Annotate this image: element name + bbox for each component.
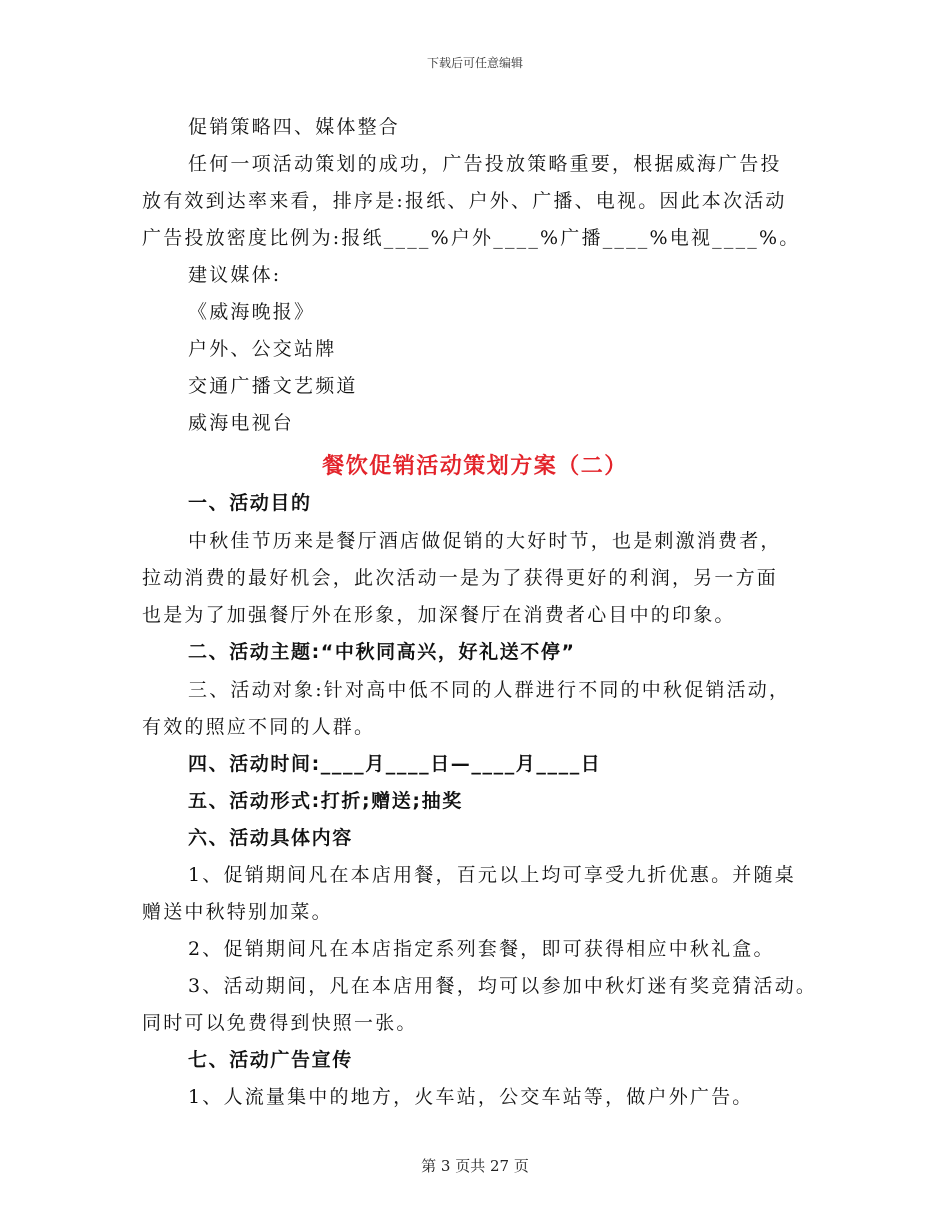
page-number: 第 3 页共 27 页 — [421, 1157, 529, 1175]
media-item: 交通广播文艺频道 — [188, 375, 358, 397]
paragraph-line: 放有效到达率来看，排序是:报纸、户外、广播、电视。因此本次活动 — [142, 190, 787, 212]
heading-advertising: 七、活动广告宣传 — [188, 1049, 353, 1071]
paragraph-line: 中秋佳节历来是餐厅酒店做促销的大好时节，也是刺激消费者， — [188, 530, 782, 552]
heading-purpose: 一、活动目的 — [188, 492, 312, 514]
list-item: 3、活动期间，凡在本店用餐，均可以参加中秋灯迷有奖竞猜活动。 — [188, 975, 818, 997]
paragraph-line: 有效的照应不同的人群。 — [142, 716, 376, 738]
heading-theme: 二、活动主题:“中秋同高兴，好礼送不停” — [188, 641, 576, 663]
paragraph-line: 任何一项活动策划的成功，广告投放策略重要，根据威海广告投 — [188, 153, 782, 175]
paragraph-line: 三、活动对象:针对高中低不同的人群进行不同的中秋促销活动， — [188, 679, 791, 701]
list-item: 1、人流量集中的地方，火车站，公交车站等，做户外广告。 — [188, 1086, 754, 1108]
document-title: 餐饮促销活动策划方案（二） — [322, 454, 628, 479]
paragraph-line: 广告投放密度比例为:报纸____%户外____%广播____%电视____%。 — [142, 227, 801, 249]
page-header: 下载后可任意编辑 — [426, 56, 523, 70]
media-item: 《威海晚报》 — [188, 301, 316, 323]
heading-time: 四、活动时间:____月____日—____月____日 — [188, 753, 602, 775]
list-item: 2、促销期间凡在本店指定系列套餐，即可获得相应中秋礼盒。 — [188, 938, 775, 960]
media-item: 户外、公交站牌 — [188, 338, 337, 360]
heading-form: 五、活动形式:打折;赠送;抽奖 — [188, 790, 463, 812]
section-heading: 促销策略四、媒体整合 — [188, 116, 401, 138]
list-item: 同时可以免费得到快照一张。 — [142, 1012, 418, 1034]
paragraph-line: 也是为了加强餐厅外在形象，加深餐厅在消费者心目中的印象。 — [142, 604, 736, 626]
media-item: 威海电视台 — [188, 412, 295, 434]
paragraph-line: 拉动消费的最好机会，此次活动一是为了获得更好的利润，另一方面 — [142, 567, 779, 589]
list-item: 1、促销期间凡在本店用餐，百元以上均可享受九折优惠。并随桌 — [188, 864, 796, 886]
list-item: 赠送中秋特别加菜。 — [142, 901, 333, 923]
media-label: 建议媒体: — [188, 264, 282, 286]
heading-content: 六、活动具体内容 — [188, 827, 353, 849]
